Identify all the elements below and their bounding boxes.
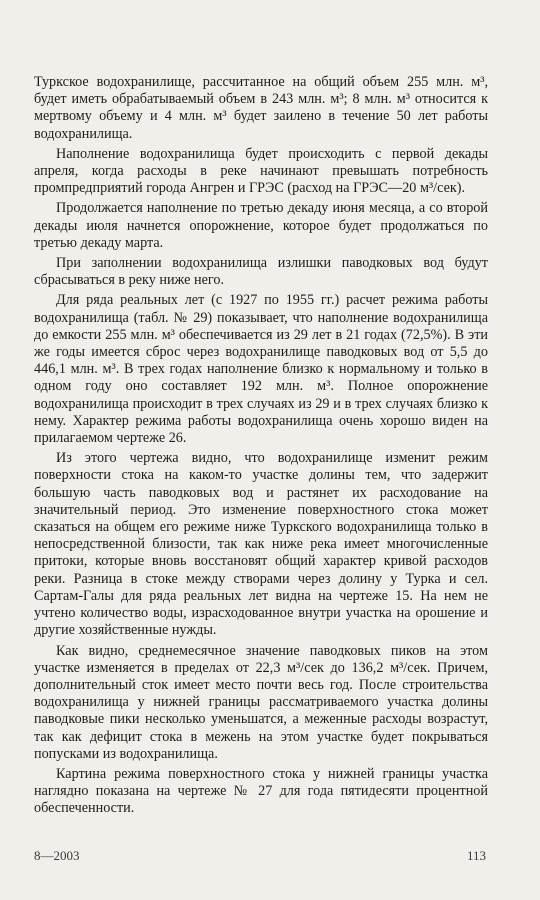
page-footer — [34, 848, 488, 864]
paragraph-5: Для ряда реальных лет (с 1927 по 1955 гг.) расчет режима работы водохранилища (табл. № 29) показывает, что наполнение водохранилища до емкости 255 млн. м³ обеспечивается из 29 лет в 21 годах (72,5%). В эти же годы имеется сброс через водохранилище паводковых вод от 5,5 до 446,1 млн. м³. В трех годах наполнение близко к нормальному и только в одном году оно составляет 192 млн. м³. Полное опорожнение водохранилища происходит в трех случаях из 29 и в трех случаях близко к нему. Характер режима работы водохранилища очень хорошо виден на прилагаемом чертеже 26. — [34, 292, 488, 447]
body-text — [34, 74, 488, 818]
printer-signature: 8—2003 — [34, 848, 80, 863]
paragraph-6: Из этого чертежа видно, что водохранилище изменит режим поверхности стока на каком-то участке долины тем, что задержит большую часть паводковых вод и растянет их расходование на значительный период. Это изменение поверхностного стока может сказаться на общем его режиме ниже Туркского водохранилища только в непосредственной близости, так как ниже река имеет многочисленные притоки, которые вновь восстановят общий характер кривой расходов реки. Разница в стоке между створами через долину у Турка и сел. Сартам-Галы для ряда реальных лет видна на чертеже 15. На нем не учтено количество воды, израсходованное внутри участка на орошение и другие хозяйственные нужды. — [34, 450, 488, 639]
paragraph-4: При заполнении водохранилища излишки паводковых вод будут сбрасываться в реку ниже него. — [34, 255, 488, 289]
paragraph-2: Наполнение водохранилища будет происходить с первой декады апреля, когда расходы в реке начинают превышать потребность промпредприятий города Ангрен и ГРЭС (расход на ГРЭС—20 м³/сек). — [34, 145, 488, 197]
paragraph-1: Туркское водохранилище, рассчитанное на общий объем 255 млн. м³, будет иметь обрабатываемый объем в 243 млн. м³; 8 млн. м³ относится к мертвому объему и 4 млн. м³ будет заилено в течение 50 лет работы водохранилища. — [34, 74, 488, 142]
paragraph-8: Картина режима поверхностного стока у нижней границы участка наглядно показана на чертеже № 27 для года пятидесяти процентной обеспеченности. — [34, 765, 488, 817]
paragraph-7: Как видно, среднемесячное значение паводковых пиков на этом участке изменяется в пределах от 22,3 м³/сек до 136,2 м³/сек. Причем, дополнительный сток имеет место почти весь год. После строительства водохранилища у нижней границы рассматриваемого участка долины паводковые пики несколько уменьшатся, а меженные расходы возрастут, так как дефицит стока в межень на этом участке будет покрываться попусками из водохранилища. — [34, 642, 488, 762]
page-number: 113 — [466, 848, 486, 863]
paragraph-3: Продолжается наполнение по третью декаду июня месяца, а со второй декады июля начнется опорожнение, которое будет продолжаться по третью декаду марта. — [34, 200, 488, 251]
